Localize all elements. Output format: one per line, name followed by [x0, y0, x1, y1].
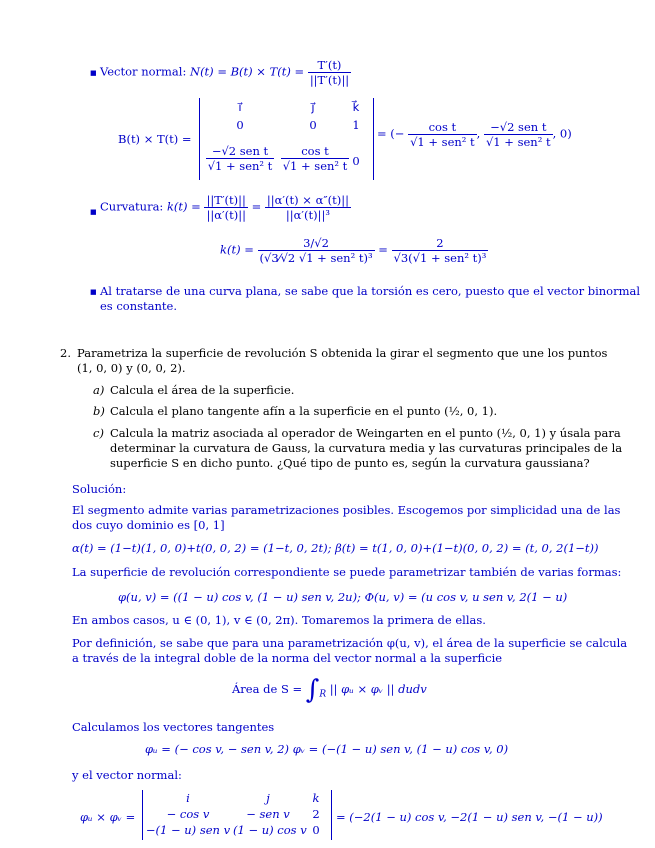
cross2-determinant: i j k − cos v − sen v 2 −(1 − u) sen v (1 − u) cos v 0: [142, 790, 332, 840]
item-a-text: Calcula el área de la superficie.: [110, 383, 295, 397]
cross2-result: = (−2(1 − u) cos v, −2(1 − u) sen v, −(1 − u)): [336, 810, 603, 824]
cross2-lhs: φᵤ × φᵥ =: [80, 810, 136, 824]
item-c-line1: Calcula la matriz asociada al operador de Weingarten en el punto (½, 0, 1) y úsala para: [110, 426, 621, 440]
bullet: ■: [90, 69, 97, 77]
equation-segments: α(t) = (1−t)(1, 0, 0)+t(0, 0, 2) = (1−t, 0, 2t); β(t) = t(1, 0, 0)+(1−t)(0, 0, 2) = (t, 0, 2(1−t)): [72, 541, 599, 555]
curvature-line: Curvatura: k(t) = $\frac{||T'(t)||}{||\alpha'(t)||}$ = $\frac{||\alpha'(t) \times \alpha''(t)||}{\text{||α′(t)||³}}$: [100, 193, 349, 222]
solution-p1-line2: dos cuyo dominio es [0, 1]: [72, 518, 225, 532]
solution-p2: La superficie de revolución correspondiente se puede parametrizar también de varias formas:: [72, 565, 622, 579]
solution-heading: Solución:: [72, 482, 127, 496]
bullet: ■: [90, 208, 97, 216]
bullet: ■: [90, 288, 97, 296]
problem-line1: Parametriza la superficie de revolución S obtenida la girar el segmento que une los puntos: [77, 346, 608, 360]
solution-p5: Calculamos los vectores tangentes: [72, 720, 275, 734]
curvature-result: k(t) = $\frac{3/√2}{\text{(√3⁄√2 √1 + sen² t)³}}$ = $\frac{2}{\text{√3(√1 + sen² t)³}}$: [220, 236, 487, 265]
item-c-label: c): [93, 426, 104, 440]
problem-number: 2.: [60, 346, 71, 360]
cross-result: = (− $\frac{\text{cos t}}{\text{√1 + sen² t}}$ , $\frac{\text{−√2 sen t}}{\text{√1 + sen² t}}$ , 0): [377, 120, 572, 149]
item-a-label: a): [93, 383, 105, 397]
item-b-text: Calcula el plano tangente afín a la superficie en el punto (½, 0, 1).: [110, 404, 498, 418]
torsion-note-line1: Al tratarse de una curva plana, se sabe que la torsión es cero, puesto que el vector binormal: [100, 284, 641, 298]
item-c-line2: determinar la curvatura de Gauss, la curvatura media y las curvaturas principales de la: [110, 441, 623, 455]
solution-p4-line2: a través de la integral doble de la norma del vector normal a la superficie: [72, 651, 503, 665]
cross-lhs: B(t) × T(t) =: [118, 132, 192, 146]
solution-p6: y el vector normal:: [72, 768, 182, 782]
problem-line2: (1, 0, 0) y (0, 0, 2).: [77, 361, 186, 375]
torsion-note-line2: es constante.: [100, 299, 178, 313]
equation-area: Área de $S = \int_R$ || φᵤ × φᵥ || dudv: [232, 675, 427, 705]
solution-p1-line1: El segmento admite varias parametrizaciones posibles. Escogemos por simplicidad una de las: [72, 503, 621, 517]
cross-determinant: i⃗ j⃗ k⃗ 0 0 1 $\frac{\text{−√2 sen t}}{\text{√1 + sen² t}}$ $\frac{\text{cos t}}{\text{√1 + sen² t}}$ 0: [199, 98, 374, 180]
solution-p4-line1: Por definición, se sabe que para una parametrización φ(u, v), el área de la superficie se calcula: [72, 636, 628, 650]
solution-p3: En ambos casos, u ∈ (0, 1), v ∈ (0, 2π). Tomaremos la primera de ellas.: [72, 613, 486, 627]
equation-tangents: φᵤ = (− cos v, − sen v, 2) φᵥ = (−(1 − u) sen v, (1 − u) cos v, 0): [145, 742, 509, 756]
item-c-line3: superficie S en dicho punto. ¿Qué tipo de punto es, según la curvatura gaussiana?: [110, 456, 590, 470]
equation-parametrization: φ(u, v) = ((1 − u) cos v, (1 − u) sen v, 2u); Φ(u, v) = (u cos v, u sen v, 2(1 − u): [118, 590, 568, 604]
item-b-label: b): [93, 404, 105, 418]
normal-vector-fraction: $\frac{T'(t)}{||T'(t)||}$: [309, 58, 350, 87]
normal-vector-line: Vector normal: N(t) = B(t) × T(t) = $\frac{T'(t)}{||T'(t)||}$: [100, 58, 350, 87]
